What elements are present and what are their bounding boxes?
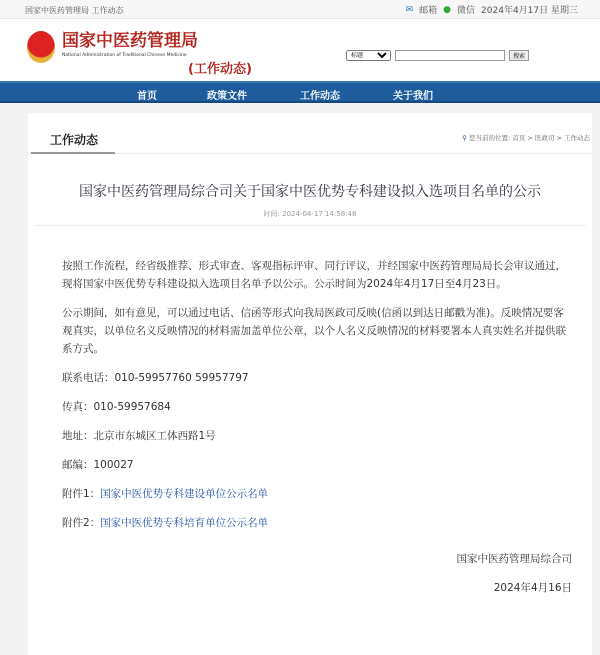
breadcrumb: ⚲ 您当前的位置: 首页 > 医政司 > 工作动态	[462, 134, 590, 142]
header	[0, 19, 600, 81]
nav-about[interactable]: 关于我们	[393, 91, 433, 102]
search-bar	[346, 50, 529, 61]
phone: 联系电话：010-59957760 59957797	[62, 372, 249, 384]
wechat-link[interactable]: 微信	[457, 6, 476, 16]
breadcrumb-home[interactable]: 首页	[512, 134, 526, 142]
address: 地址：北京市东城区工体西路1号	[62, 430, 216, 442]
fax: 传真：010-59957684	[62, 401, 171, 413]
wechat-icon: ●	[443, 4, 452, 15]
breadcrumb-dept[interactable]: 医政司	[534, 134, 555, 142]
paragraph: 公示期间，如有意见，可以通过电话、信函等形式向我局医政司反映(信函以到达日邮戳为准)。反映情况要客观真实，以单位名义反映情况的材料需加盖单位公章，以个人名义反映情况的材料要署本人真实姓名并提供联系方式。	[62, 307, 566, 355]
search-field-select[interactable]	[346, 50, 391, 61]
search-button[interactable]: 搜索	[509, 50, 529, 61]
section-title: 工作动态	[50, 133, 99, 147]
site-name: 国家中医药管理局 工作动态	[25, 6, 124, 15]
sign-date: 2024年4月16日	[493, 582, 572, 594]
nav-policy[interactable]: 政策文件	[207, 91, 247, 102]
channel-name: (工作动态)	[188, 62, 252, 77]
date: 2024年4月17日 星期三	[481, 6, 578, 16]
attachment-1-link[interactable]: 国家中医优势专科建设单位公示名单	[100, 488, 269, 500]
logo-subtitle: National Administration of Traditional Chinese Medicine	[62, 53, 187, 58]
main-nav	[0, 81, 600, 103]
article-time: 时间: 2024-04-17 14:58:48	[263, 210, 357, 218]
national-emblem-icon	[27, 31, 55, 63]
postcode: 邮编：100027	[62, 459, 134, 471]
top-bar	[0, 0, 600, 19]
mail-icon: ✉	[405, 4, 414, 15]
signer: 国家中医药管理局综合司	[456, 553, 572, 565]
article-title: 国家中医药管理局综合司关于国家中医优势专科建设拟入选项目名单的公示	[79, 184, 541, 200]
content-card	[28, 113, 592, 655]
attachment-2-link[interactable]: 国家中医优势专科培育单位公示名单	[100, 517, 269, 529]
mail-link[interactable]: 邮箱	[419, 6, 438, 16]
logo-title[interactable]: 国家中医药管理局	[62, 31, 198, 51]
nav-home[interactable]: 首页	[137, 91, 157, 102]
breadcrumb-current[interactable]: 工作动态	[564, 134, 590, 142]
nav-work-news[interactable]: 工作动态	[300, 91, 340, 102]
location-icon: ⚲	[462, 134, 467, 142]
paragraph: 按照工作流程，经省级推荐、形式审查、客观指标评审、同行评议，并经国家中医药管理局局长会审议通过，现将国家中医优势专科建设拟入选项目名单予以公示。公示时间为2024年4月17日至4月23日。	[62, 260, 566, 290]
article-body: 按照工作流程，经省级推荐、形式审查、客观指标评审、同行评议，并经国家中医药管理局局长会审议通过，现将国家中医优势专科建设拟入选项目名单予以公示。公示时间为2024年4月17日至4月23日。 公示期间，如有意见，可以通过电话、信函等形式向我局医政司反映(信函以到达日邮戳为准)。反映情况要客观真实，以单位名义反映情况的材料需加盖单位公章，以个人名义反映情况的材料要署本人真实姓名并提供联系方式。 联系电话：010-59957760 59957797 传真：010-59957684 地址：北京市东城区工体西路1号 邮编：100027 附件1：国家中医优势专科建设单位公示名单 附件2：国家中医优势专科培育单位公示名单 国家中医药管理局综合司 2024年4月16日	[62, 257, 572, 608]
search-input[interactable]	[395, 50, 505, 61]
